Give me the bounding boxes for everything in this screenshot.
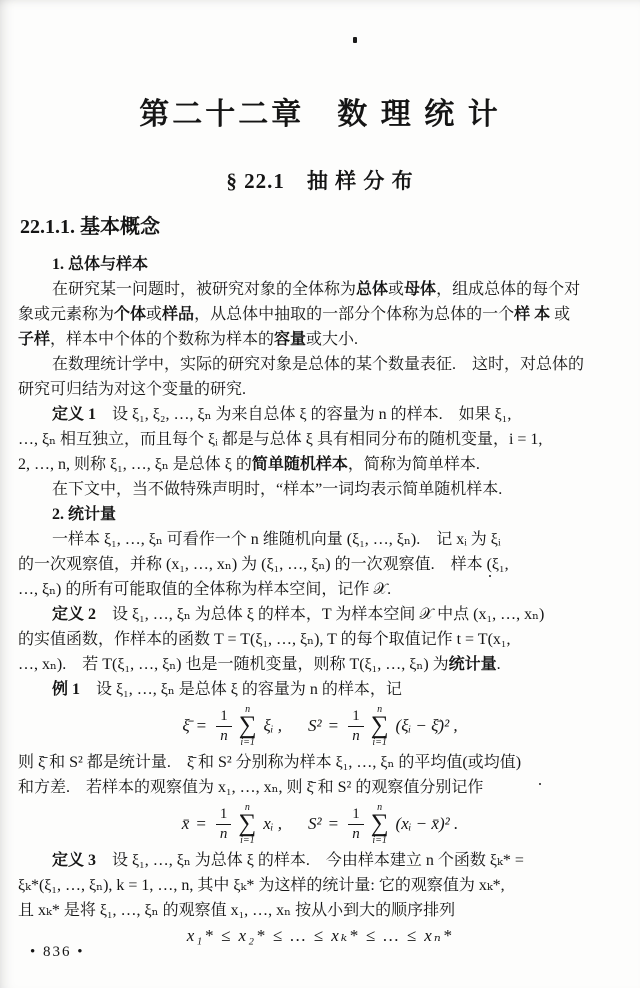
text-line (0, 873, 640, 898)
chapter-title: 第二十二章 数 理 统 计 (139, 98, 501, 131)
scan-artifact (539, 783, 541, 785)
text-line (0, 352, 640, 377)
text-run: 则 ξ̄ 和 S² 都是统计量. ξ̄ 和 S² 分别称为样本 ξ₁, …, ξₙ 的平均值(或均值) (18, 754, 522, 771)
text-line-definition-3 (0, 848, 640, 873)
text-line (0, 652, 640, 677)
text-run: . (496, 656, 501, 673)
text-run: 个体 (114, 306, 147, 323)
text-line (0, 427, 640, 452)
text-run: 在研究某一问题时，被研究对象的全体称为 (52, 281, 357, 298)
text-run: 的一次观察值，并称 (x₁, …, xₙ) 为 (ξ₁, …, ξₙ) 的一次观察值. 样本 (ξ₁, (18, 556, 509, 573)
math-term: (ξᵢ − ξ̄)² , (395, 716, 458, 735)
text-run: …, ξₙ 相互独立，而且每个 ξᵢ 都是与总体 ξ 具有相同分布的随机变量，i = 1, (18, 431, 543, 448)
text-line-example-1 (0, 677, 640, 702)
text-run: 子样 (18, 331, 51, 348)
text-run: 统计量 (448, 656, 497, 673)
text-run: 定义 3 (52, 852, 97, 869)
text-run: 2, …, n, 则称 ξ₁, …, ξₙ 是总体 ξ 的 (18, 456, 252, 473)
equals-sign: = (196, 814, 206, 833)
text-run: 研究可归结为对这个变量的研究. (18, 381, 247, 398)
text-run: 容量 (274, 331, 307, 348)
summation: n ∑ i=1 (238, 801, 257, 847)
text-line (0, 277, 640, 302)
display-formula-sample-mean-variance (0, 702, 640, 750)
text-line-definition-2 (0, 602, 640, 627)
text-run: 设 ξ₁, …, ξₙ 是总体 ξ 的容量为 n 的样本，记 (80, 681, 402, 698)
sigma-icon: ∑ (370, 711, 389, 739)
summation: n ∑ i=1 (238, 703, 257, 749)
text-line (0, 552, 640, 577)
text-run: 在下文中，当不做特殊声明时，“样本”一词均表示简单随机样本. (52, 481, 503, 498)
text-line (0, 477, 640, 502)
text-run: 定义 2 (52, 606, 97, 623)
math-lhs: ξ̄ (182, 716, 190, 735)
fraction: $\frac{1}{n}$ (216, 806, 232, 842)
scan-artifact (489, 575, 491, 577)
text-run: 和方差. 若样本的观察值为 x₁, …, xₙ, 则 ξ̄ 和 S² 的观察值分别记作 (18, 779, 484, 796)
text-run: …, xₙ). 若 T(ξ₁, …, ξₙ) 也是一随机变量，则称 T(ξ₁, …, ξₙ) 为 (18, 656, 449, 673)
text-run: 或 (550, 306, 571, 323)
heading-statistic: 2. 统计量 (52, 506, 117, 523)
fraction: $\frac{1}{n}$ (348, 806, 364, 842)
text-line (0, 577, 640, 602)
text-run: 母体 (404, 281, 437, 298)
text-line-definition-1 (0, 402, 640, 427)
summation: n ∑ i=1 (370, 703, 389, 749)
equals-sign: = (196, 716, 207, 735)
text-run: 样品 (162, 306, 195, 323)
text-run: ，组成总体的每个对 (436, 281, 581, 298)
text-run: 例 1 (52, 681, 81, 698)
text-line (0, 898, 640, 923)
sigma-icon: ∑ (238, 711, 257, 739)
math-term: xᵢ , (263, 814, 282, 833)
text-run: 简单随机样本 (251, 456, 348, 473)
scan-artifact (353, 37, 357, 43)
text-run: 设 ξ₁, ξ₂, …, ξₙ 为来自总体 ξ 的容量为 n 的样本. 如果 ξ₁, (96, 406, 512, 423)
text-line (0, 750, 640, 775)
display-formula-observed-mean-variance (0, 800, 640, 848)
section-title: § 22.1 抽 样 分 布 (226, 169, 414, 193)
text-run: 定义 1 (52, 406, 97, 423)
text-run: 或大小. (306, 331, 359, 348)
subsection-title: 22.1.1. 基本概念 (20, 216, 160, 238)
equals-sign: = (328, 716, 339, 735)
text-line (0, 377, 640, 402)
text-run: 或 (388, 281, 405, 298)
heading-population-sample: 1. 总体与样本 (52, 256, 149, 273)
text-line (0, 775, 640, 800)
text-run: 或 (146, 306, 163, 323)
math-term: (xᵢ − x̄)² . (395, 814, 459, 833)
text-run: 总体 (356, 281, 389, 298)
text-run: 且 xₖ* 是将 ξ₁, …, ξₙ 的观察值 x₁, …, xₙ 按从小到大的顺序排列 (18, 902, 456, 919)
text-run: 设 ξ₁, …, ξₙ 为总体 ξ 的样本，T 为样本空间 𝒳 中点 (x₁, …, xₙ) (96, 606, 545, 623)
sigma-icon: ∑ (370, 809, 389, 837)
text-run: ，样本中个体的个数称为样本的 (50, 331, 275, 348)
text-run: 在数理统计学中，实际的研究对象是总体的某个数量表征. 这时，对总体的 (52, 356, 585, 373)
text-line (0, 302, 640, 327)
text-run: 的实值函数，作样本的函数 T = T(ξ₁, …, ξₙ), T 的每个取值记作 t = T(x₁, (18, 631, 511, 648)
math-lhs: S² (308, 716, 322, 735)
fraction: $\frac{1}{n}$ (348, 708, 364, 744)
text-run: …, ξₙ) 的所有可能取值的全体称为样本空间，记作 𝒳. (18, 581, 392, 598)
page-number: • 836 • (30, 944, 85, 960)
math-lhs: S² (308, 814, 322, 833)
text-run: 象或元素称为 (18, 306, 115, 323)
text-run: ξₖ*(ξ₁, …, ξₙ), k = 1, …, n, 其中 ξₖ* 为这样的统计量: 它的观察值为 xₖ*, (18, 877, 505, 894)
math-lhs: x̄ (181, 814, 190, 833)
text-run: ，简称为简单样本. (347, 456, 480, 473)
text-line (0, 527, 640, 552)
text-line (0, 327, 640, 352)
formula-order-statistics: x₁* ≤ x₂* ≤ … ≤ xₖ* ≤ … ≤ xₙ* (186, 926, 454, 945)
sigma-icon: ∑ (238, 809, 257, 837)
text-run: ，从总体中抽取的一部分个体称为总体的一个 (194, 306, 515, 323)
text-line (0, 452, 640, 477)
text-run: 样 本 (514, 306, 551, 323)
text-line (0, 627, 640, 652)
math-term: ξᵢ , (263, 716, 282, 735)
summation: n ∑ i=1 (370, 801, 389, 847)
equals-sign: = (328, 814, 339, 833)
fraction: $\frac{1}{n}$ (216, 708, 232, 744)
text-run: 一样本 ξ₁, …, ξₙ 可看作一个 n 维随机向量 (ξ₁, …, ξₙ). 记 xᵢ 为 ξᵢ (52, 531, 501, 548)
text-run: 设 ξ₁, …, ξₙ 为总体 ξ 的样本. 今由样本建立 n 个函数 ξₖ* = (96, 852, 524, 869)
